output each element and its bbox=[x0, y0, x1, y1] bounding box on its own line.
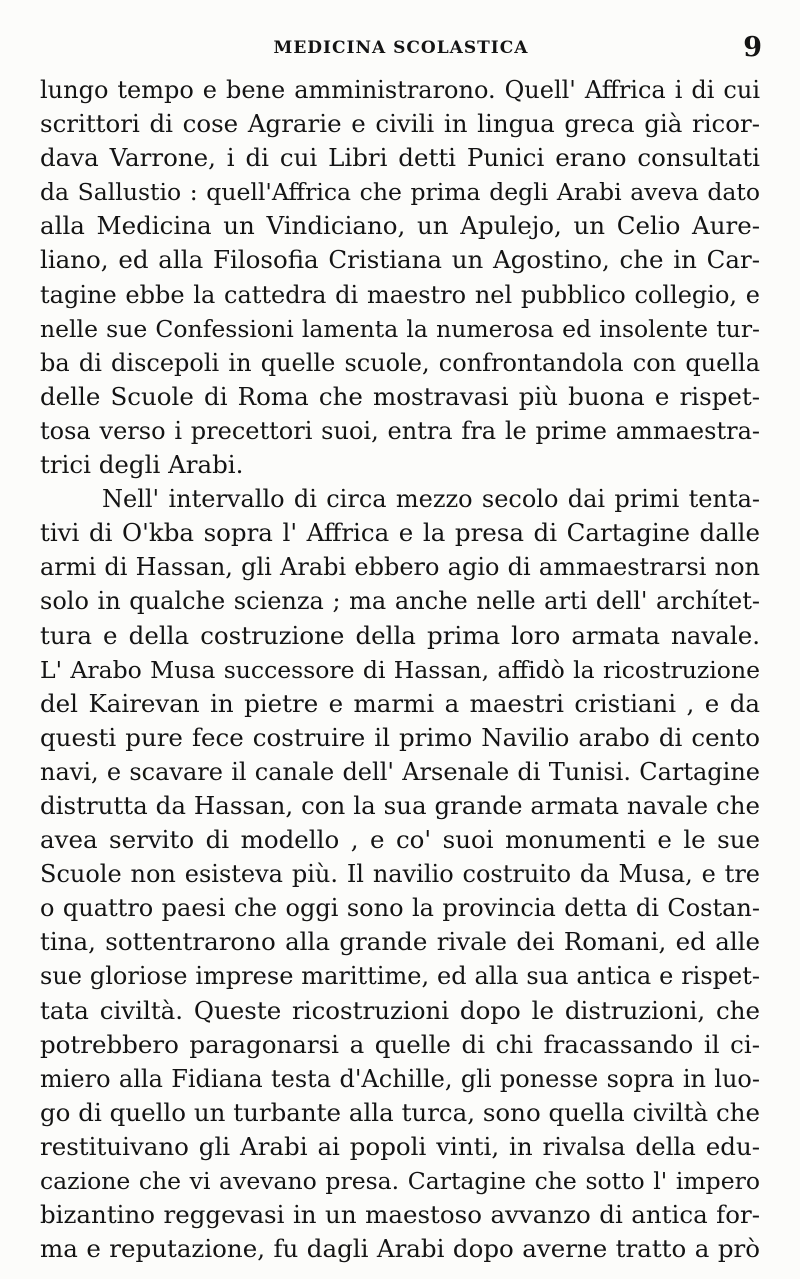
text-line: sue gloriose imprese marittime, ed alla sua antica e rispet- bbox=[40, 962, 760, 991]
text-line: nelle sue Confessioni lamenta la numerosa ed insolente tur- bbox=[40, 314, 760, 343]
text-line: tivi di O'kba sopra l' Affrica e la presa di Cartagine dalle bbox=[40, 518, 760, 548]
paragraph-end-line: trici degli Arabi. bbox=[40, 450, 244, 480]
text-line: restituivano gli Arabi ai popoli vinti, in rivalsa della edu- bbox=[40, 1131, 760, 1161]
text-line: tina, sottentrarono alla grande rivale dei Romani, ed alle bbox=[40, 927, 760, 957]
text-line: scrittori di cose Agrarie e civili in lingua greca già ricor- bbox=[40, 109, 760, 139]
paragraph-first-line: Nell' intervallo di circa mezzo secolo dai primi tenta- bbox=[102, 485, 760, 514]
running-title: MEDICINA SCOLASTICA bbox=[273, 38, 529, 58]
text-line: da Sallustio : quell'Affrica che prima degli Arabi aveva dato bbox=[40, 178, 760, 207]
text-line: solo in qualche scienza ; ma anche nelle arti dell' archítet- bbox=[40, 587, 760, 616]
text-line: tagine ebbe la cattedra di maestro nel pubblico collegio, e bbox=[40, 280, 760, 309]
body-text bbox=[40, 73, 760, 1266]
text-line: distrutta da Hassan, con la sua grande armata navale che bbox=[40, 790, 760, 820]
text-line: liano, ed alla Filosofia Cristiana un Agostino, che in Car- bbox=[40, 245, 760, 275]
text-line: L' Arabo Musa successore di Hassan, affidò la ricostruzione bbox=[40, 655, 760, 684]
text-line: Scuole non esisteva più. Il navilio costruito da Musa, e tre bbox=[40, 860, 760, 889]
text-line: dava Varrone, i di cui Libri detti Punici erano consultati bbox=[40, 143, 760, 173]
text-line: miero alla Fidiana testa d'Achille, gli ponesse sopra in luo- bbox=[40, 1064, 760, 1093]
page-number: 9 bbox=[743, 32, 762, 63]
text-line: del Kairevan in pietre e marmi a maestri cristiani , e da bbox=[40, 688, 760, 718]
text-line: ma e reputazione, fu dagli Arabi dopo averne tratto a prò bbox=[40, 1234, 760, 1264]
text-line: go di quello un turbante alla turca, sono quella civiltà che bbox=[40, 1097, 760, 1127]
text-line: alla Medicina un Vindiciano, un Apulejo, un Celio Aure- bbox=[40, 211, 760, 241]
text-line: tosa verso i precettori suoi, entra fra le prime ammaestra- bbox=[40, 416, 760, 445]
text-line: bizantino reggevasi in un maestoso avvanzo di antica for- bbox=[40, 1200, 760, 1230]
text-line: tata civiltà. Queste ricostruzioni dopo le distruzioni, che bbox=[40, 995, 760, 1025]
text-line: tura e della costruzione della prima loro armata navale. bbox=[40, 620, 760, 650]
text-line: ba di discepoli in quelle scuole, confrontandola con quella bbox=[40, 348, 760, 377]
text-line: questi pure fece costruire il primo Navilio arabo di cento bbox=[40, 722, 760, 752]
page-header bbox=[40, 34, 762, 70]
text-line: avea servito di modello , e co' suoi monumenti e le sue bbox=[40, 825, 760, 855]
text-line: o quattro paesi che oggi sono la provincia detta di Costan- bbox=[40, 894, 760, 923]
text-line: lungo tempo e bene amministrarono. Quell' Affrica i di cui bbox=[40, 76, 760, 104]
text-line: cazione che vi avevano presa. Cartagine che sotto l' impero bbox=[40, 1167, 760, 1195]
text-line: potrebbero paragonarsi a quelle di chi fracassando il ci- bbox=[40, 1029, 760, 1059]
text-line: navi, e scavare il canale dell' Arsenale di Tunisi. Cartagine bbox=[40, 757, 760, 786]
text-line: armi di Hassan, gli Arabi ebbero agio di ammaestrarsi non bbox=[40, 553, 760, 582]
text-line: delle Scuole di Roma che mostravasi più buona e rispet- bbox=[40, 381, 760, 411]
